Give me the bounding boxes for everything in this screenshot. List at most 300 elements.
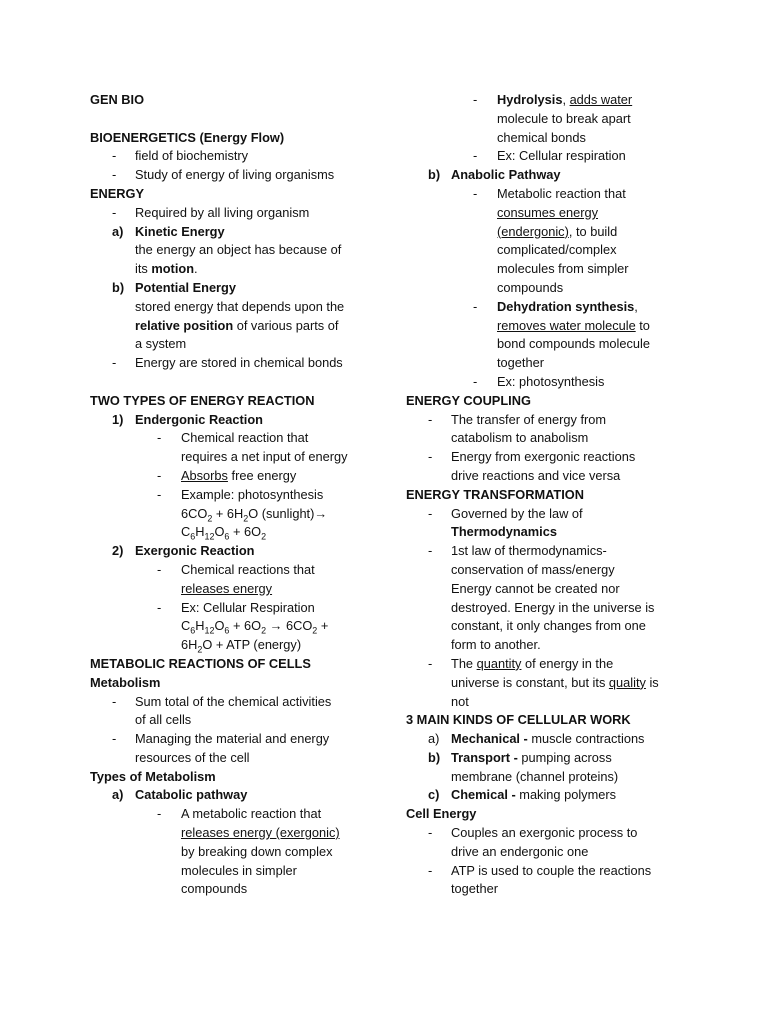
section-heading bbox=[406, 486, 696, 505]
note-line bbox=[90, 317, 380, 336]
text-run: 1st law of thermodynamics- bbox=[451, 543, 607, 559]
note-line bbox=[90, 617, 380, 636]
line-text bbox=[497, 223, 617, 242]
line-text bbox=[135, 749, 250, 768]
text-run: releases energy bbox=[181, 580, 273, 596]
line-text bbox=[90, 91, 144, 110]
text-run: H bbox=[195, 618, 205, 634]
note-line bbox=[90, 147, 380, 166]
subscript: 2 bbox=[243, 513, 249, 524]
text-run: Chemical reaction that bbox=[181, 430, 309, 446]
note-line bbox=[406, 354, 696, 373]
section-heading bbox=[406, 805, 696, 824]
note-line bbox=[90, 411, 380, 430]
text-run: molecules from simpler bbox=[497, 261, 629, 277]
text-run: Example: photosynthesis bbox=[181, 486, 324, 502]
line-text bbox=[451, 749, 612, 768]
text-run: compounds bbox=[497, 279, 564, 295]
text-run: bond compounds molecule bbox=[497, 336, 650, 352]
line-text bbox=[451, 448, 635, 467]
bullet-dash: - bbox=[112, 355, 117, 371]
line-text bbox=[497, 335, 650, 354]
note-line bbox=[406, 260, 696, 279]
bullet-dash: - bbox=[428, 411, 433, 427]
text-run: drive an endergonic one bbox=[451, 843, 589, 859]
text-run: resources of the cell bbox=[135, 749, 250, 765]
text-run: Chemical - bbox=[451, 787, 520, 803]
line-text bbox=[181, 805, 321, 824]
line-text bbox=[90, 392, 314, 411]
note-line bbox=[406, 411, 696, 430]
text-run: Metabolic reaction that bbox=[497, 185, 626, 201]
line-text bbox=[135, 279, 236, 298]
line-text bbox=[497, 147, 626, 166]
bullet-dash: - bbox=[112, 693, 117, 709]
text-run: chemical bonds bbox=[497, 129, 586, 145]
text-run: + 6O bbox=[229, 618, 262, 634]
line-text bbox=[181, 448, 347, 467]
subscript: 2 bbox=[207, 513, 213, 524]
text-run: Cell Energy bbox=[406, 806, 477, 822]
note-line bbox=[90, 505, 380, 524]
text-run: C bbox=[181, 618, 191, 634]
line-text bbox=[451, 730, 644, 749]
line-text bbox=[451, 467, 620, 486]
line-text bbox=[451, 880, 498, 899]
note-line bbox=[406, 110, 696, 129]
list-marker: b) bbox=[428, 167, 441, 183]
line-text bbox=[181, 617, 328, 636]
bullet-dash: - bbox=[428, 543, 433, 559]
text-run: A metabolic reaction that bbox=[181, 806, 322, 822]
subscript: 2 bbox=[261, 625, 267, 636]
note-line bbox=[406, 862, 696, 881]
note-line bbox=[406, 749, 696, 768]
text-run: Metabolism bbox=[90, 674, 161, 690]
text-run: Energy are stored in chemical bonds bbox=[135, 355, 343, 371]
line-text bbox=[497, 279, 563, 298]
section-heading bbox=[90, 392, 380, 411]
text-run: adds water bbox=[569, 92, 633, 107]
note-line bbox=[406, 204, 696, 223]
line-text bbox=[90, 129, 284, 148]
text-run: Exergonic Reaction bbox=[135, 543, 255, 559]
note-line bbox=[406, 655, 696, 674]
note-line bbox=[90, 486, 380, 505]
line-text bbox=[451, 768, 618, 787]
text-run: Chemical reactions that bbox=[181, 561, 315, 577]
text-run: Kinetic Energy bbox=[135, 223, 225, 239]
text-run: Ex: Cellular respiration bbox=[497, 148, 626, 164]
line-text bbox=[181, 561, 315, 580]
line-text bbox=[90, 655, 311, 674]
line-text bbox=[451, 599, 654, 618]
line-text bbox=[406, 392, 531, 411]
note-line bbox=[90, 279, 380, 298]
bullet-dash: - bbox=[473, 298, 478, 314]
text-run: pumping across bbox=[521, 749, 612, 765]
note-line bbox=[406, 768, 696, 787]
line-text bbox=[181, 467, 296, 486]
line-text bbox=[497, 129, 586, 148]
note-line bbox=[406, 843, 696, 862]
note-line bbox=[90, 749, 380, 768]
list-marker: b) bbox=[428, 749, 441, 765]
text-run: is bbox=[645, 674, 659, 690]
text-run: Ex: Cellular Respiration bbox=[181, 599, 315, 615]
note-line bbox=[90, 429, 380, 448]
text-run: Endergonic Reaction bbox=[135, 411, 263, 427]
text-run: Governed by the law of bbox=[451, 505, 583, 521]
note-line bbox=[90, 298, 380, 317]
subscript: 6 bbox=[224, 531, 230, 542]
text-run: Types of Metabolism bbox=[90, 768, 216, 784]
note-line bbox=[406, 279, 696, 298]
subscript: 6 bbox=[224, 625, 230, 636]
text-run: stored energy that depends upon the bbox=[135, 298, 345, 314]
line-text bbox=[451, 523, 557, 542]
note-line bbox=[406, 880, 696, 899]
note-line bbox=[406, 561, 696, 580]
list-marker: 2) bbox=[112, 543, 124, 559]
text-run: releases energy (exergonic) bbox=[181, 825, 340, 841]
subscript: 6 bbox=[190, 531, 196, 542]
text-run: → 6CO bbox=[266, 618, 313, 634]
line-text bbox=[135, 786, 247, 805]
line-text bbox=[135, 317, 338, 336]
line-text bbox=[451, 655, 613, 674]
text-run: GEN BIO bbox=[90, 92, 145, 107]
text-run: quantity bbox=[476, 655, 522, 671]
bullet-dash: - bbox=[428, 505, 433, 521]
list-marker: 1) bbox=[112, 411, 124, 427]
text-run: molecules in simpler bbox=[181, 862, 297, 878]
bullet-dash: - bbox=[473, 148, 478, 164]
bullet-dash: - bbox=[112, 148, 117, 164]
text-run: O bbox=[214, 524, 225, 540]
text-run: + bbox=[317, 618, 329, 634]
note-line bbox=[406, 636, 696, 655]
text-run: TWO TYPES OF ENERGY REACTION bbox=[90, 392, 315, 408]
text-run: Couples an exergonic process to bbox=[451, 825, 638, 841]
bullet-dash: - bbox=[112, 731, 117, 747]
line-text bbox=[451, 411, 606, 430]
line-text bbox=[181, 429, 308, 448]
note-line bbox=[406, 223, 696, 242]
note-line bbox=[90, 636, 380, 655]
text-run: Managing the material and energy bbox=[135, 731, 330, 747]
section-heading bbox=[406, 711, 696, 730]
text-run: Required by all living organism bbox=[135, 204, 310, 220]
text-run: ENERGY bbox=[90, 185, 145, 201]
line-text bbox=[497, 185, 626, 204]
text-run: Sum total of the chemical activities bbox=[135, 693, 332, 709]
text-run: quality bbox=[608, 674, 646, 690]
subscript: 6 bbox=[190, 625, 196, 636]
text-run: field of biochemistry bbox=[135, 148, 249, 164]
note-line bbox=[406, 448, 696, 467]
text-run: 3 MAIN KINDS OF CELLULAR WORK bbox=[406, 712, 631, 728]
line-text bbox=[181, 599, 315, 618]
text-run: universe is constant, but its bbox=[451, 674, 609, 690]
note-line bbox=[406, 824, 696, 843]
text-run: O + ATP (energy) bbox=[202, 637, 302, 653]
line-text bbox=[135, 147, 248, 166]
line-text bbox=[497, 317, 650, 336]
note-line bbox=[90, 561, 380, 580]
line-text bbox=[181, 880, 247, 899]
text-run: Study of energy of living organisms bbox=[135, 167, 335, 183]
text-run: O bbox=[214, 618, 225, 634]
text-run: making polymers bbox=[519, 787, 617, 803]
text-run: form to another. bbox=[451, 637, 541, 653]
note-line bbox=[406, 91, 696, 110]
note-line bbox=[406, 335, 696, 354]
text-run: together bbox=[497, 355, 544, 371]
line-text bbox=[451, 674, 659, 693]
text-run: + 6H bbox=[212, 505, 244, 521]
text-run: to bbox=[635, 317, 650, 333]
line-text bbox=[497, 298, 638, 317]
line-text bbox=[406, 486, 584, 505]
note-line bbox=[406, 185, 696, 204]
line-text bbox=[451, 580, 620, 599]
text-run: by breaking down complex bbox=[181, 843, 333, 859]
line-text bbox=[90, 185, 144, 204]
note-line bbox=[90, 448, 380, 467]
line-text bbox=[451, 542, 607, 561]
text-run: Energy from exergonic reactions bbox=[451, 449, 636, 465]
blank-line bbox=[90, 110, 380, 129]
line-text bbox=[135, 166, 334, 185]
text-run: , to build bbox=[568, 223, 618, 239]
line-text bbox=[135, 204, 309, 223]
text-run: constant, it only changes from one bbox=[451, 618, 646, 634]
line-text bbox=[497, 241, 617, 260]
subscript: 2 bbox=[312, 625, 318, 636]
bullet-dash: - bbox=[473, 92, 478, 107]
text-run: of various parts of bbox=[233, 317, 339, 333]
section-heading bbox=[90, 768, 380, 787]
line-text bbox=[135, 711, 191, 730]
text-run: 6CO bbox=[181, 505, 208, 521]
note-line bbox=[406, 317, 696, 336]
line-text bbox=[451, 824, 637, 843]
list-marker: a) bbox=[112, 787, 124, 803]
text-run: C bbox=[181, 524, 191, 540]
subscript: 2 bbox=[261, 531, 267, 542]
text-run: Energy cannot be created nor bbox=[451, 580, 620, 596]
bullet-dash: - bbox=[112, 167, 117, 183]
bullet-dash: - bbox=[157, 599, 162, 615]
line-text bbox=[497, 354, 544, 373]
text-run: BIOENERGETICS (Energy Flow) bbox=[90, 129, 285, 145]
line-text bbox=[451, 786, 616, 805]
line-text bbox=[135, 542, 254, 561]
text-run: H bbox=[195, 524, 205, 540]
list-marker: c) bbox=[428, 787, 440, 803]
note-line bbox=[90, 335, 380, 354]
text-run: + 6O bbox=[229, 524, 262, 540]
text-run: (endergonic) bbox=[497, 223, 569, 239]
bullet-dash: - bbox=[428, 655, 433, 671]
text-run: ENERGY TRANSFORMATION bbox=[406, 486, 584, 502]
list-marker: b) bbox=[112, 279, 125, 295]
text-run: Mechanical - bbox=[451, 731, 532, 747]
note-line bbox=[90, 542, 380, 561]
section-heading bbox=[406, 392, 696, 411]
text-run: complicated/complex bbox=[497, 242, 617, 258]
note-line bbox=[406, 467, 696, 486]
note-line bbox=[406, 129, 696, 148]
note-line bbox=[406, 298, 696, 317]
line-text bbox=[497, 110, 631, 129]
text-run: , bbox=[562, 92, 570, 107]
text-run: requires a net input of energy bbox=[181, 449, 348, 465]
note-line bbox=[90, 711, 380, 730]
line-text bbox=[497, 204, 598, 223]
text-run: consumes energy bbox=[497, 204, 599, 220]
line-text bbox=[181, 486, 323, 505]
note-line bbox=[90, 824, 380, 843]
text-run: not bbox=[451, 693, 469, 709]
text-run: Ex: photosynthesis bbox=[497, 373, 605, 389]
note-line bbox=[406, 693, 696, 712]
text-run: its bbox=[135, 261, 152, 277]
line-text bbox=[497, 91, 632, 110]
section-heading bbox=[90, 655, 380, 674]
note-line bbox=[90, 580, 380, 599]
text-run: motion bbox=[151, 261, 195, 277]
note-line bbox=[90, 880, 380, 899]
note-line bbox=[406, 542, 696, 561]
line-text bbox=[451, 617, 646, 636]
bullet-dash: - bbox=[428, 862, 433, 878]
text-run: 6H bbox=[181, 637, 198, 653]
note-line bbox=[90, 223, 380, 242]
note-line bbox=[90, 693, 380, 712]
note-line bbox=[90, 354, 380, 373]
line-text bbox=[181, 580, 272, 599]
list-marker: a) bbox=[112, 223, 124, 239]
text-run: Catabolic pathway bbox=[135, 787, 248, 803]
line-text bbox=[90, 768, 216, 787]
line-text bbox=[451, 166, 561, 185]
bullet-dash: - bbox=[157, 561, 162, 577]
note-line bbox=[90, 730, 380, 749]
line-text bbox=[181, 523, 266, 542]
note-line bbox=[406, 730, 696, 749]
line-text bbox=[451, 693, 469, 712]
line-text bbox=[135, 354, 343, 373]
note-line bbox=[90, 599, 380, 618]
line-text bbox=[181, 824, 340, 843]
text-run: catabolism to anabolism bbox=[451, 430, 589, 446]
bullet-dash: - bbox=[157, 430, 162, 446]
text-run: of energy in the bbox=[521, 655, 614, 671]
line-text bbox=[181, 862, 297, 881]
note-line bbox=[406, 599, 696, 618]
note-line bbox=[406, 786, 696, 805]
section-heading bbox=[90, 129, 380, 148]
line-text bbox=[181, 505, 327, 524]
note-line bbox=[90, 467, 380, 486]
list-marker: a) bbox=[428, 731, 440, 747]
left-column bbox=[90, 91, 380, 899]
bullet-dash: - bbox=[428, 449, 433, 465]
line-text bbox=[406, 805, 476, 824]
line-text bbox=[181, 636, 301, 655]
note-line bbox=[90, 166, 380, 185]
text-run: Thermodynamics bbox=[451, 524, 557, 540]
line-text bbox=[135, 335, 186, 354]
line-text bbox=[451, 505, 583, 524]
line-text bbox=[135, 730, 329, 749]
text-run: removes water molecule bbox=[497, 317, 636, 333]
text-run: Absorbs bbox=[181, 467, 228, 483]
line-text bbox=[181, 843, 333, 862]
note-line bbox=[406, 523, 696, 542]
bullet-dash: - bbox=[473, 185, 478, 201]
text-run: relative position bbox=[135, 317, 234, 333]
note-line bbox=[406, 373, 696, 392]
note-line bbox=[90, 843, 380, 862]
text-run: ATP is used to couple the reactions bbox=[451, 862, 652, 878]
text-run: compounds bbox=[181, 881, 248, 897]
text-run: together bbox=[451, 881, 498, 897]
text-run: , bbox=[634, 298, 638, 314]
bullet-dash: - bbox=[157, 467, 162, 483]
text-run: destroyed. Energy in the universe is bbox=[451, 599, 655, 615]
subscript: 12 bbox=[204, 531, 215, 542]
line-text bbox=[451, 429, 588, 448]
note-line bbox=[90, 260, 380, 279]
bullet-dash: - bbox=[112, 204, 117, 220]
right-column bbox=[406, 91, 696, 899]
text-run: of all cells bbox=[135, 712, 192, 728]
section-heading bbox=[90, 91, 380, 110]
note-line bbox=[406, 505, 696, 524]
text-run: the energy an object has because of bbox=[135, 242, 342, 258]
note-line bbox=[406, 617, 696, 636]
text-run: Potential Energy bbox=[135, 279, 236, 295]
line-text bbox=[135, 241, 341, 260]
note-line bbox=[406, 429, 696, 448]
note-line bbox=[406, 166, 696, 185]
line-text bbox=[135, 223, 225, 242]
line-text bbox=[497, 373, 604, 392]
line-text bbox=[135, 411, 263, 430]
line-text bbox=[451, 561, 615, 580]
text-run: The transfer of energy from bbox=[451, 411, 607, 427]
text-run: drive reactions and vice versa bbox=[451, 467, 621, 483]
subscript: 2 bbox=[197, 644, 203, 655]
line-text bbox=[497, 260, 629, 279]
note-line bbox=[90, 204, 380, 223]
note-line bbox=[406, 241, 696, 260]
text-run: membrane (channel proteins) bbox=[451, 768, 619, 784]
text-run: METABOLIC REACTIONS OF CELLS bbox=[90, 655, 311, 671]
bullet-dash: - bbox=[157, 486, 162, 502]
text-run: Hydrolysis bbox=[497, 92, 563, 107]
line-text bbox=[451, 843, 588, 862]
note-line bbox=[90, 241, 380, 260]
line-text bbox=[135, 298, 344, 317]
note-line bbox=[90, 786, 380, 805]
text-run: muscle contractions bbox=[531, 731, 645, 747]
bullet-dash: - bbox=[473, 373, 478, 389]
note-line bbox=[90, 805, 380, 824]
